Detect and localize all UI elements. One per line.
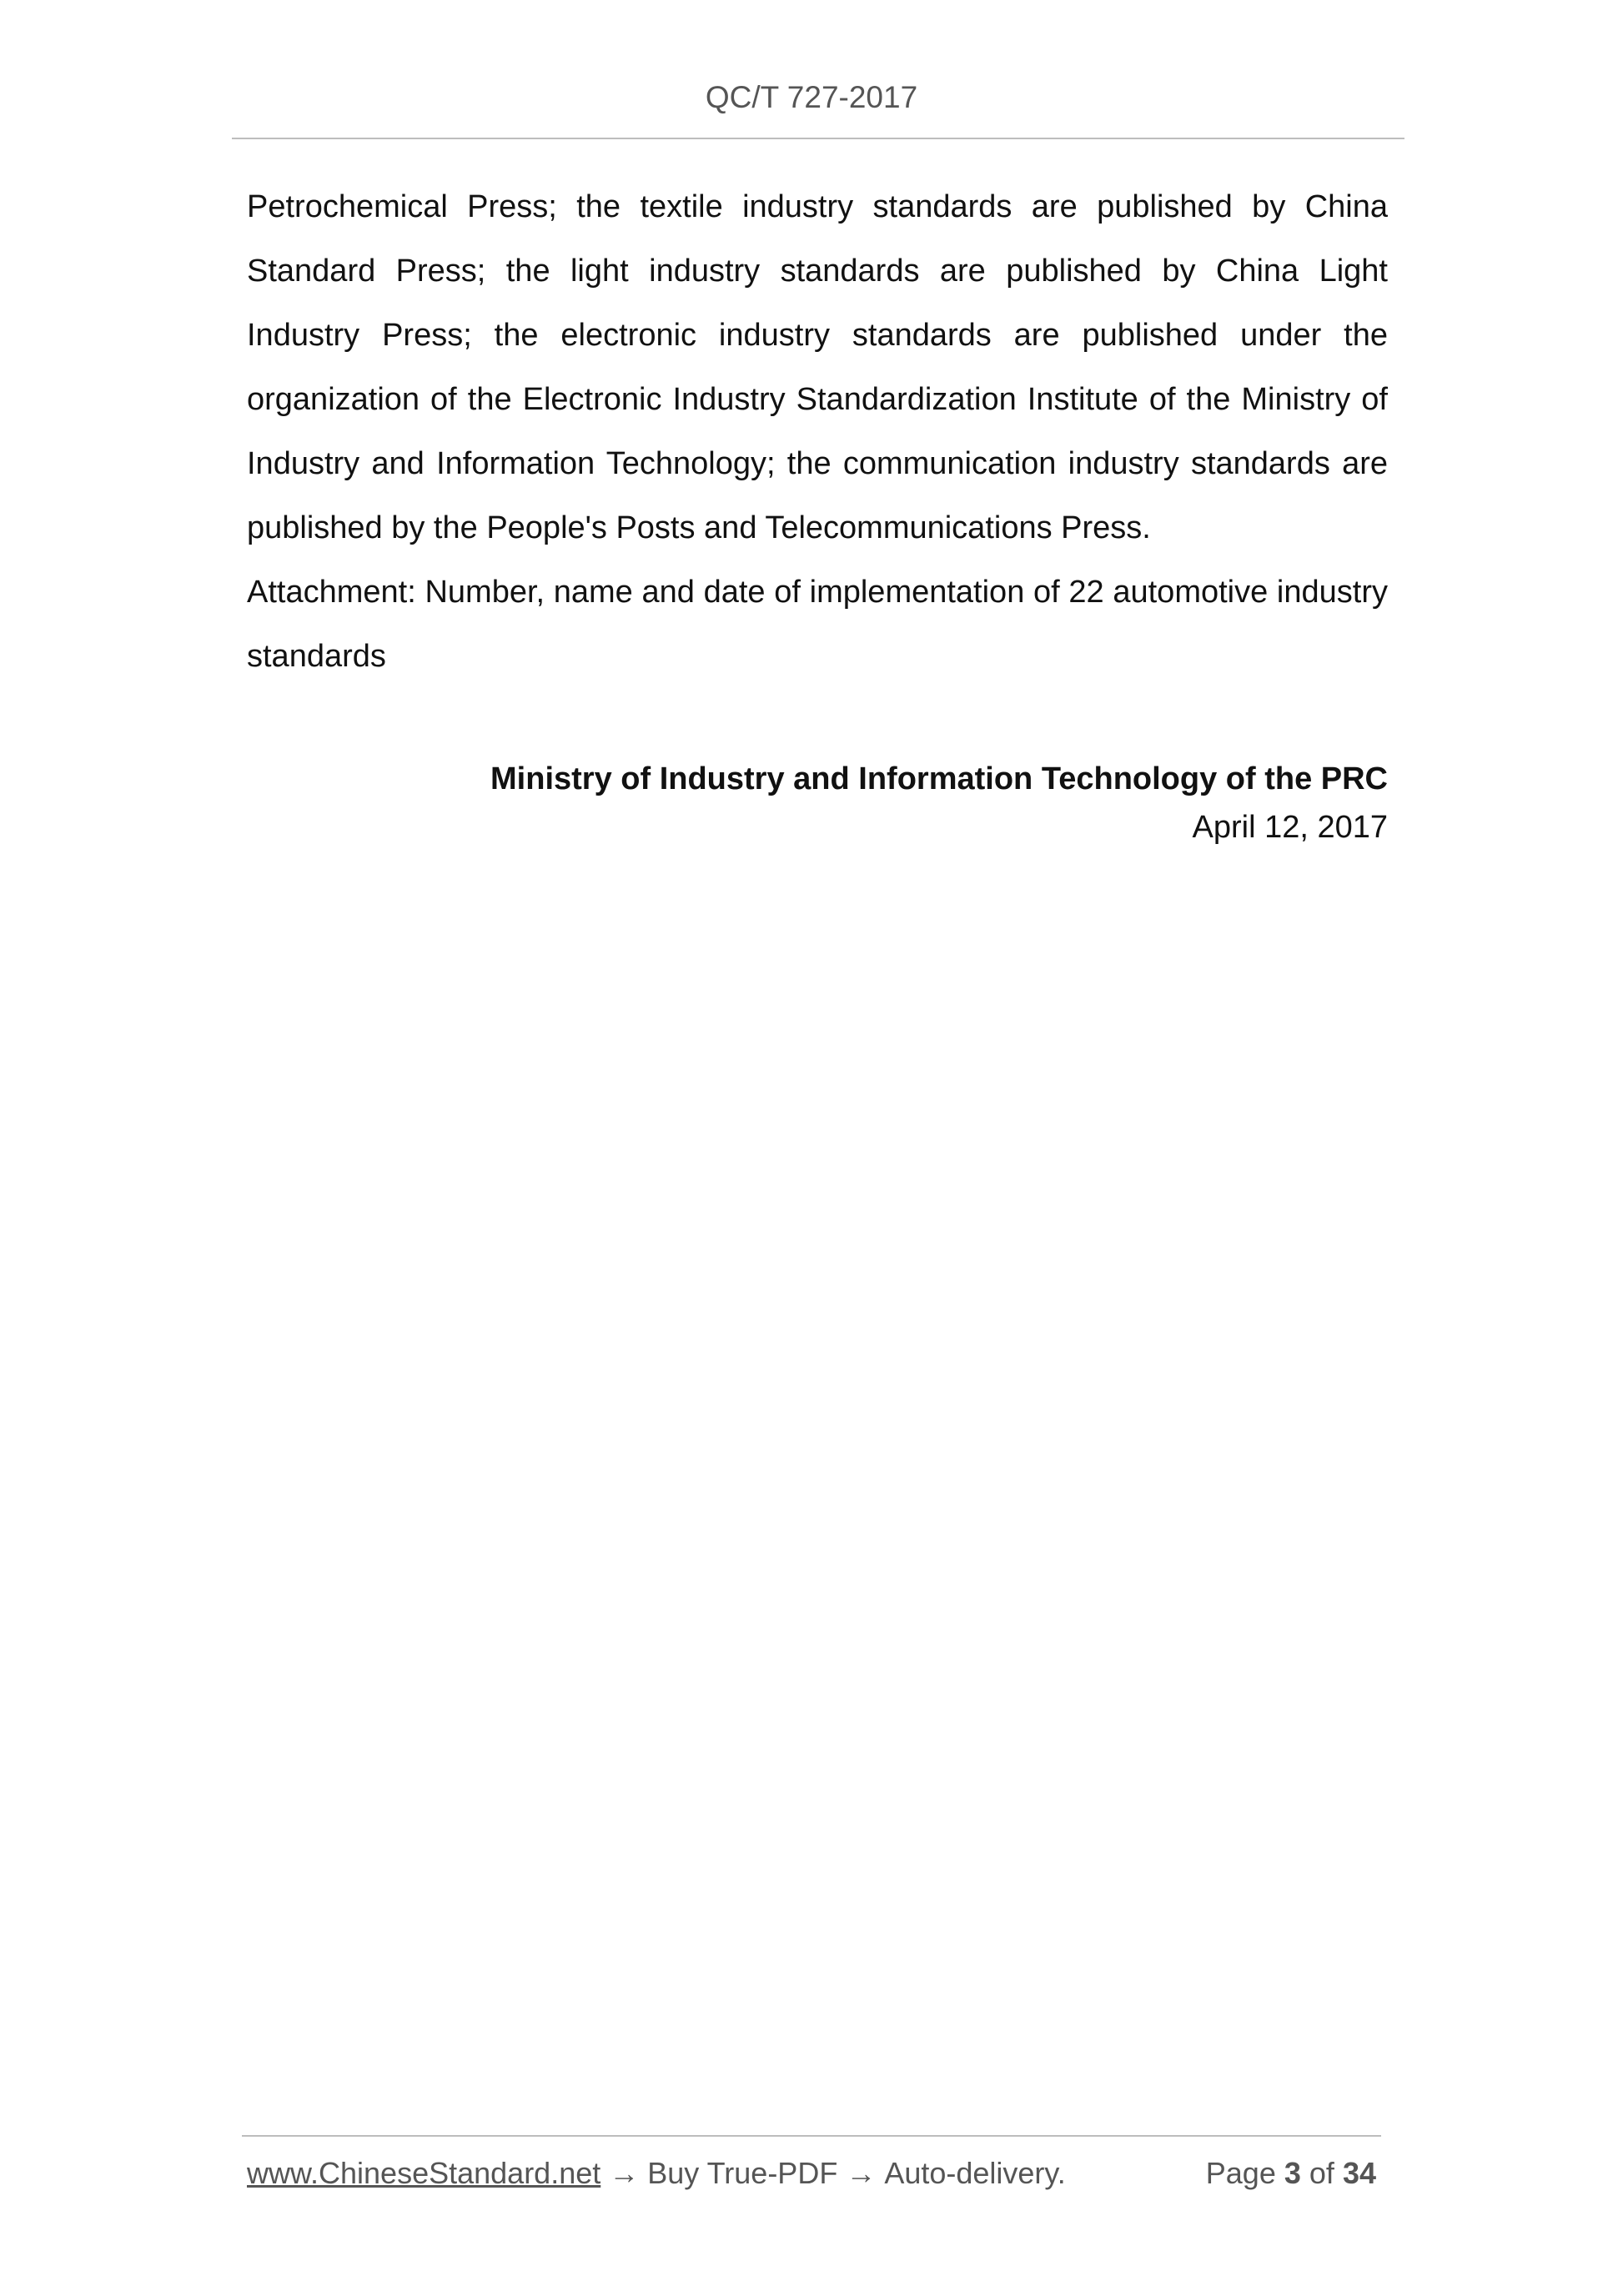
current-page-number: 3 [1284,2156,1301,2190]
page-indicator [1206,2156,1376,2191]
issue-date: April 12, 2017 [1192,810,1388,845]
header-divider [232,138,1404,139]
issuing-organization: Ministry of Industry and Information Technology of the PRC [490,761,1388,796]
attachment-paragraph: Attachment: Number, name and date of implementation of 22 automotive industry standards [247,575,1388,674]
footer-divider [242,2135,1381,2137]
arrow-right-icon: → [846,2156,877,2190]
buy-true-pdf-text: Buy True-PDF [647,2156,838,2190]
footer-promo [247,2156,1066,2191]
page-label: Page [1205,2156,1276,2190]
body-paragraph: Petrochemical Press; the textile industry standards are published by China Standard Press; the light industry standards are published by China Light Industry Press; the electronic industry standards are published under the organization of the Electronic Industry Standardization Institute of the Ministry of Industry and Information Technology; the communication industry standards are published by the People's Posts and Telecommunications Press. [247,189,1388,545]
site-link[interactable]: www.ChineseStandard.net [247,2156,601,2190]
total-page-count: 34 [1342,2156,1376,2190]
document-body [247,175,1388,689]
of-label: of [1309,2156,1334,2190]
arrow-right-icon: → [609,2156,640,2190]
auto-delivery-text: Auto-delivery. [884,2156,1066,2190]
signature-block [247,755,1388,852]
document-header-code: QC/T 727-2017 [705,80,918,114]
